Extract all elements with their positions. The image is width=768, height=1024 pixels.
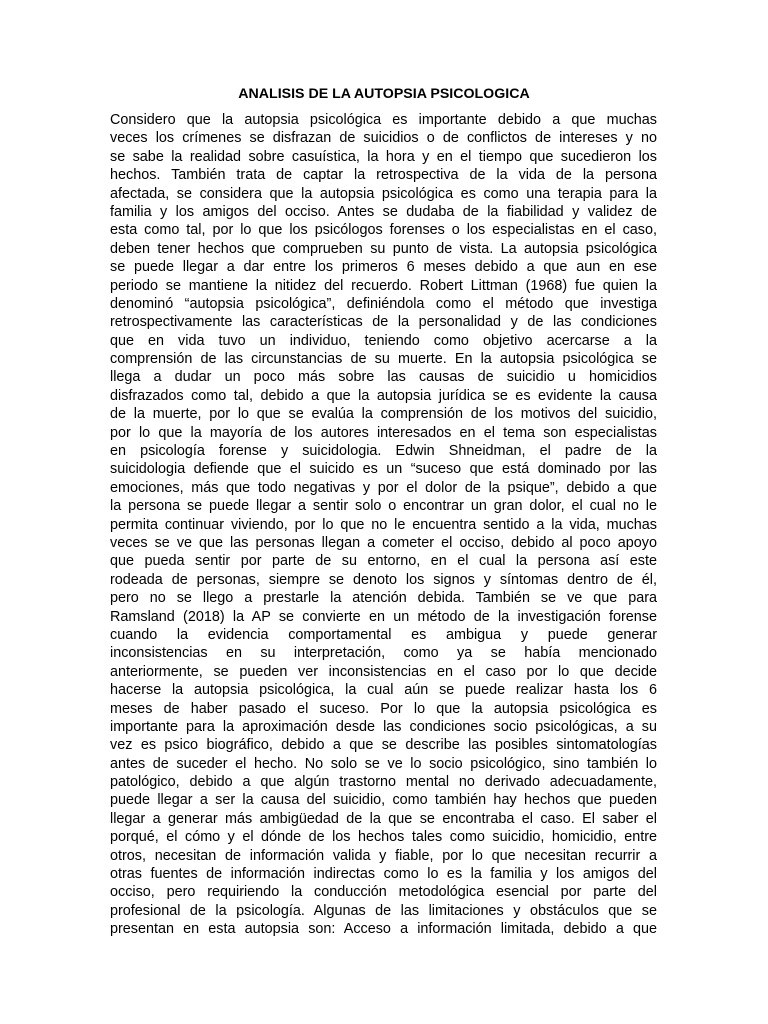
- text-line: veces los crímenes se disfrazan de suicidios o de conflictos de intereses y no: [110, 130, 657, 147]
- text-line: comprensión de las circunstancias de su muerte. En la autopsia psicológica se: [110, 351, 657, 368]
- text-line: antes de suceder el hecho. No solo se ve lo socio psicológico, sino también lo: [110, 755, 657, 772]
- text-line: por lo que la mayoría de los autores interesados en el tema son especialistas: [110, 424, 657, 441]
- text-line: familia y los amigos del occiso. Antes se dudaba de la fiabilidad y validez de: [110, 203, 657, 220]
- text-line: se puede llegar a dar entre los primeros 6 meses debido a que aun en ese: [110, 259, 657, 276]
- text-line: hechos. También trata de captar la retrospectiva de la vida de la persona: [110, 167, 657, 184]
- text-line: emociones, más que todo negativas y por el dolor de la psique”, debido a que: [110, 479, 657, 496]
- text-line: importante para la aproximación desde las condiciones socio psicológicas, a su: [110, 718, 657, 735]
- text-line: llega a dudar un poco más sobre las causas de suicidio u homicidios: [110, 369, 657, 386]
- body-paragraph: [110, 111, 657, 939]
- text-line: veces se ve que las personas llegan a cometer el occiso, debido al poco apoyo: [110, 534, 657, 551]
- document-title: ANALISIS DE LA AUTOPSIA PSICOLOGICA: [238, 86, 530, 102]
- text-line: la persona se puede llegar a sentir solo o encontrar un gran dolor, el cual no le: [110, 498, 657, 515]
- text-line: puede llegar a ser la causa del suicidio, como también hay hechos que pueden: [110, 792, 657, 809]
- text-line: porqué, el cómo y el dónde de los hechos tales como suicidio, homicidio, entre: [110, 829, 657, 846]
- text-line: vez es psico biográfico, debido a que se describe las posibles sintomatologías: [110, 737, 657, 754]
- text-line: suicidologia defiende que el suicido es un “suceso que está dominado por las: [110, 461, 657, 478]
- text-line: pero no se llego a prestarle la atención debida. También se ve que para: [110, 590, 657, 607]
- text-line: Considero que la autopsia psicológica es importante debido a que muchas: [110, 112, 657, 128]
- text-line: se sabe la realidad sobre casuística, la hora y en el tiempo que sucedieron los: [110, 148, 657, 165]
- text-line: esta como tal, por lo que los psicólogos forenses o los especialistas en el caso,: [110, 222, 657, 239]
- text-line: afectada, se considera que la autopsia psicológica es como una terapia para la: [110, 185, 657, 202]
- text-line: profesional de la psicología. Algunas de las limitaciones y obstáculos que se: [110, 902, 657, 919]
- text-line: hacerse la autopsia psicológica, la cual aún se puede realizar hasta los 6: [110, 682, 657, 699]
- text-line: denominó “autopsia psicológica”, definiéndola como el método que investiga: [110, 295, 657, 312]
- text-line: que pueda sentir por parte de su entorno, en el cual la persona así este: [110, 553, 657, 570]
- text-line: deben tener hechos que comprueben su punto de vista. La autopsia psicológica: [110, 240, 657, 257]
- text-line: rodeada de personas, siempre se denoto los signos y síntomas dentro de él,: [110, 571, 657, 588]
- text-line: Ramsland (2018) la AP se convierte en un método de la investigación forense: [110, 608, 657, 625]
- text-line: permita continuar viviendo, por lo que no le encuentra sentido a la vida, muchas: [110, 516, 657, 533]
- text-line: inconsistencias en su interpretación, como ya se había mencionado: [110, 645, 657, 662]
- text-line: cuando la evidencia comportamental es ambigua y puede generar: [110, 626, 657, 643]
- text-line: llegar a generar más ambigüedad de la que se encontraba el caso. El saber el: [110, 810, 657, 827]
- text-line: meses de haber pasado el suceso. Por lo que la autopsia psicológica es: [110, 700, 657, 717]
- text-line: periodo se mantiene la nitidez del recuerdo. Robert Littman (1968) fue quien la: [110, 277, 657, 294]
- text-line: en psicología forense y suicidologia. Edwin Shneidman, el padre de la: [110, 443, 657, 460]
- text-line: que en vida tuvo un individuo, teniendo como objetivo acercarse a la: [110, 332, 657, 349]
- text-line: retrospectivamente las características de la personalidad y de las condiciones: [110, 314, 657, 331]
- text-line: de la muerte, por lo que se evalúa la comprensión de los motivos del suicidio,: [110, 406, 657, 423]
- text-line: anteriormente, se pueden ver inconsistencias en el caso por lo que decide: [110, 663, 657, 680]
- text-line: otras fuentes de información indirectas como lo es la familia y los amigos del: [110, 866, 657, 883]
- text-line: presentan en esta autopsia son: Acceso a información limitada, debido a que: [110, 921, 657, 938]
- text-line: patológico, debido a que algún trastorno mental no derivado adecuadamente,: [110, 774, 657, 791]
- text-line: occiso, pero requiriendo la conducción metodológica esencial por parte del: [110, 884, 657, 901]
- text-line: disfrazados como tal, debido a que la autopsia jurídica se es evidente la causa: [110, 387, 657, 404]
- text-line: otros, necesitan de información valida y fiable, por lo que necesitan recurrir a: [110, 847, 657, 864]
